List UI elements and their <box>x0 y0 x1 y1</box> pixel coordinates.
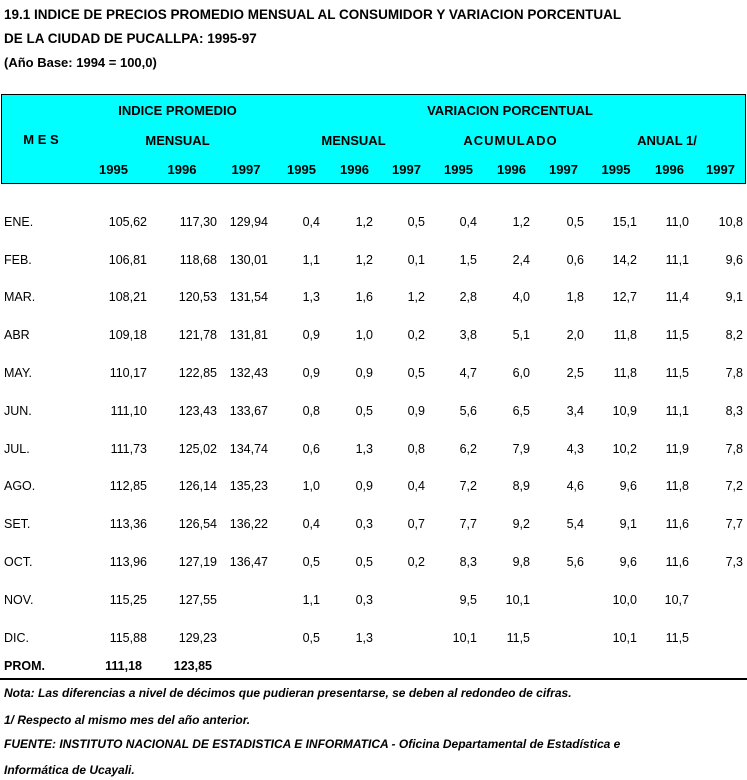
value-cell: 3,4 <box>566 403 584 418</box>
value-cell: 129,94 <box>229 214 268 229</box>
value-cell <box>373 619 425 657</box>
value-cell: 122,85 <box>178 366 217 381</box>
source-line2: Informática de Ucayali. <box>4 763 135 777</box>
value-cell: 1,2 <box>512 214 530 229</box>
value-cell: 7,2 <box>459 479 477 494</box>
table-row <box>0 430 743 468</box>
header-mensual: MENSUAL <box>275 126 433 156</box>
value-cell: 9,6 <box>619 479 637 494</box>
value-cell: 0,9 <box>407 403 425 418</box>
value-cell: 5,4 <box>566 517 584 532</box>
value-cell: 1,3 <box>355 630 373 645</box>
value-cell: 115,25 <box>109 592 147 607</box>
value-cell: 10,1 <box>452 630 477 645</box>
value-cell: 4,6 <box>566 479 584 494</box>
value-cell: 0,8 <box>407 441 425 456</box>
value-cell: 1,5 <box>459 252 477 267</box>
divider-line <box>0 678 747 680</box>
value-cell: 12,7 <box>612 290 637 305</box>
value-cell: 1,3 <box>302 290 320 305</box>
header-variacion-porcentual: VARIACION PORCENTUAL <box>275 94 746 127</box>
month-cell: MAR. <box>4 290 36 305</box>
value-cell: 123,43 <box>178 403 217 418</box>
table-row <box>0 468 743 506</box>
value-cell: 4,7 <box>459 366 477 381</box>
value-cell: 5,1 <box>512 328 530 343</box>
month-cell: NOV. <box>4 592 34 607</box>
value-cell: 1,1 <box>302 592 320 607</box>
value-cell: 11,8 <box>613 366 637 381</box>
header-year: 1995 <box>80 155 148 184</box>
value-cell: 9,6 <box>725 252 743 267</box>
value-cell: 131,54 <box>229 290 268 305</box>
value-cell <box>689 581 743 619</box>
source-line1: FUENTE: INSTITUTO NACIONAL DE ESTADISTICA E INFORMATICA - Oficina Departamental de Estadística e <box>4 737 621 751</box>
value-cell: 0,5 <box>355 403 373 418</box>
header-year: 1997 <box>538 155 590 184</box>
header-year: 1997 <box>696 155 746 184</box>
value-cell: 127,55 <box>178 592 217 607</box>
header-year: 1995 <box>275 155 329 184</box>
table-title-line2: DE LA CIUDAD DE PUCALLPA: 1995-97 <box>4 31 257 46</box>
value-cell: 11,5 <box>665 366 689 381</box>
value-cell: 6,0 <box>512 366 530 381</box>
prom-1996: 123,85 <box>173 659 212 673</box>
value-cell: 8,3 <box>725 403 743 418</box>
value-cell: 0,2 <box>407 555 425 570</box>
header-acumulado: ACUMULADO <box>432 126 590 156</box>
value-cell: 15,1 <box>612 214 637 229</box>
value-cell: 0,5 <box>302 555 320 570</box>
value-cell: 11,0 <box>665 214 689 229</box>
month-cell: SET. <box>4 517 31 532</box>
value-cell: 0,8 <box>302 403 320 418</box>
value-cell: 6,2 <box>459 441 477 456</box>
value-cell: 10,1 <box>612 630 637 645</box>
value-cell: 5,6 <box>566 555 584 570</box>
header-year: 1995 <box>589 155 644 184</box>
header-year: 1996 <box>485 155 539 184</box>
header-year: 1995 <box>432 155 486 184</box>
value-cell: 136,47 <box>229 555 268 570</box>
value-cell: 111,73 <box>110 441 147 456</box>
value-cell: 135,23 <box>229 479 268 494</box>
value-cell: 0,3 <box>355 517 373 532</box>
header-indice-line1: INDICE PROMEDIO <box>118 102 237 118</box>
value-cell: 112,85 <box>109 479 147 494</box>
value-cell: 7,3 <box>725 555 743 570</box>
table-row <box>0 203 743 241</box>
value-cell: 0,9 <box>302 366 320 381</box>
month-cell: OCT. <box>4 555 33 570</box>
value-cell: 120,53 <box>178 290 217 305</box>
value-cell: 0,9 <box>302 328 320 343</box>
table-row <box>0 505 743 543</box>
value-cell: 109,18 <box>108 328 147 343</box>
value-cell: 117,30 <box>179 214 217 229</box>
value-cell: 110,17 <box>109 366 147 381</box>
value-cell: 11,1 <box>665 403 689 418</box>
value-cell: 106,81 <box>108 252 147 267</box>
value-cell <box>689 619 743 657</box>
value-cell: 115,88 <box>109 630 147 645</box>
value-cell: 8,2 <box>725 328 743 343</box>
footnote-1: 1/ Respecto al mismo mes del año anterior. <box>4 713 251 727</box>
value-cell: 108,21 <box>108 290 147 305</box>
value-cell: 9,6 <box>619 555 637 570</box>
value-cell: 2,0 <box>566 328 584 343</box>
value-cell: 0,6 <box>566 252 584 267</box>
value-cell: 4,3 <box>566 441 584 456</box>
value-cell: 11,5 <box>665 630 689 645</box>
value-cell: 1,0 <box>355 328 373 343</box>
value-cell: 133,67 <box>229 403 268 418</box>
table-row <box>0 581 743 619</box>
header-year: 1997 <box>217 155 276 184</box>
value-cell: 0,4 <box>302 517 320 532</box>
header-mes: M E S <box>1 94 81 184</box>
value-cell <box>217 581 268 619</box>
value-cell: 132,43 <box>229 366 268 381</box>
value-cell <box>373 581 425 619</box>
month-cell: JUL. <box>4 441 30 456</box>
value-cell: 9,1 <box>619 517 637 532</box>
value-cell: 1,1 <box>302 252 320 267</box>
value-cell: 0,5 <box>302 630 320 645</box>
value-cell: 11,9 <box>665 441 689 456</box>
value-cell: 10,2 <box>612 441 637 456</box>
value-cell: 0,5 <box>355 555 373 570</box>
value-cell: 11,5 <box>506 630 530 645</box>
value-cell: 0,1 <box>407 252 425 267</box>
value-cell: 121,78 <box>178 328 217 343</box>
table-row <box>0 279 743 317</box>
value-cell: 14,2 <box>612 252 637 267</box>
value-cell: 9,1 <box>725 290 743 305</box>
header-year: 1996 <box>328 155 382 184</box>
value-cell: 136,22 <box>229 517 268 532</box>
value-cell: 1,2 <box>407 290 425 305</box>
value-cell: 0,3 <box>355 592 373 607</box>
value-cell: 0,4 <box>407 479 425 494</box>
month-cell: MAY. <box>4 366 33 381</box>
value-cell <box>530 581 584 619</box>
value-cell: 1,3 <box>355 441 373 456</box>
value-cell: 7,2 <box>725 479 743 494</box>
header-indice-line2: MENSUAL <box>145 132 210 148</box>
value-cell: 11,1 <box>665 252 689 267</box>
value-cell: 11,5 <box>665 328 689 343</box>
header-year: 1996 <box>643 155 697 184</box>
value-cell: 105,62 <box>108 214 147 229</box>
value-cell: 8,9 <box>512 479 530 494</box>
value-cell: 7,8 <box>725 366 743 381</box>
value-cell: 1,6 <box>355 290 373 305</box>
value-cell: 11,4 <box>665 290 689 305</box>
table-title-line1: 19.1 INDICE DE PRECIOS PROMEDIO MENSUAL AL CONSUMIDOR Y VARIACION PORCENTUAL <box>4 7 622 22</box>
table-row <box>0 543 743 581</box>
value-cell: 11,8 <box>665 479 689 494</box>
value-cell: 7,8 <box>725 441 743 456</box>
month-cell: ABR <box>4 328 30 343</box>
value-cell: 4,0 <box>512 290 530 305</box>
value-cell: 11,6 <box>665 517 689 532</box>
rounding-note: Nota: Las diferencias a nivel de décimos que pudieran presentarse, se deben al redondeo de cifras. <box>4 686 572 700</box>
value-cell: 131,81 <box>229 328 268 343</box>
value-cell <box>217 619 268 657</box>
value-cell: 0,9 <box>355 366 373 381</box>
header-year: 1996 <box>147 155 218 184</box>
value-cell: 8,3 <box>459 555 477 570</box>
month-cell: AGO. <box>4 479 36 494</box>
header-year: 1997 <box>381 155 433 184</box>
value-cell: 111,10 <box>110 403 147 418</box>
table-row <box>0 354 743 392</box>
value-cell: 2,5 <box>566 366 584 381</box>
value-cell: 125,02 <box>178 441 217 456</box>
value-cell: 1,2 <box>355 252 373 267</box>
value-cell: 10,8 <box>718 214 743 229</box>
table-row <box>0 619 743 657</box>
base-year-note: (Año Base: 1994 = 100,0) <box>4 55 157 70</box>
value-cell: 9,8 <box>512 555 530 570</box>
value-cell: 5,6 <box>459 403 477 418</box>
value-cell: 0,7 <box>407 517 425 532</box>
value-cell: 6,5 <box>512 403 530 418</box>
value-cell: 1,0 <box>302 479 320 494</box>
price-index-table <box>0 203 743 657</box>
value-cell: 0,5 <box>566 214 584 229</box>
value-cell: 7,7 <box>459 517 477 532</box>
table-row <box>0 241 743 279</box>
value-cell: 130,01 <box>229 252 268 267</box>
value-cell: 3,8 <box>459 328 477 343</box>
month-cell: ENE. <box>4 214 34 229</box>
value-cell <box>530 619 584 657</box>
value-cell: 10,7 <box>664 592 689 607</box>
value-cell: 11,6 <box>665 555 689 570</box>
value-cell: 113,36 <box>109 517 147 532</box>
month-cell: DIC. <box>4 630 29 645</box>
value-cell: 0,9 <box>355 479 373 494</box>
table-row <box>0 316 743 354</box>
value-cell: 0,4 <box>459 214 477 229</box>
value-cell: 0,4 <box>302 214 320 229</box>
value-cell: 9,5 <box>459 592 477 607</box>
value-cell: 113,96 <box>109 555 147 570</box>
prom-label: PROM. <box>4 659 45 673</box>
value-cell: 2,8 <box>459 290 477 305</box>
value-cell: 9,2 <box>512 517 530 532</box>
value-cell: 118,68 <box>179 252 217 267</box>
value-cell: 126,54 <box>178 517 217 532</box>
value-cell: 129,23 <box>178 630 217 645</box>
value-cell: 7,9 <box>512 441 530 456</box>
value-cell: 1,2 <box>355 214 373 229</box>
value-cell: 134,74 <box>229 441 268 456</box>
value-cell: 0,6 <box>302 441 320 456</box>
value-cell: 0,5 <box>407 366 425 381</box>
month-cell: JUN. <box>4 403 32 418</box>
header-anual: ANUAL 1/ <box>589 126 746 156</box>
value-cell: 2,4 <box>512 252 530 267</box>
value-cell: 7,7 <box>725 517 743 532</box>
value-cell: 0,5 <box>407 214 425 229</box>
month-cell: FEB. <box>4 252 32 267</box>
value-cell: 0,2 <box>407 328 425 343</box>
value-cell: 1,8 <box>566 290 584 305</box>
value-cell: 10,1 <box>505 592 530 607</box>
table-row <box>0 392 743 430</box>
value-cell: 10,0 <box>612 592 637 607</box>
header-indice-promedio <box>80 94 276 156</box>
value-cell: 11,8 <box>613 328 637 343</box>
value-cell: 126,14 <box>178 479 217 494</box>
value-cell: 127,19 <box>178 555 217 570</box>
value-cell: 10,9 <box>612 403 637 418</box>
prom-1995: 111,18 <box>105 659 142 673</box>
